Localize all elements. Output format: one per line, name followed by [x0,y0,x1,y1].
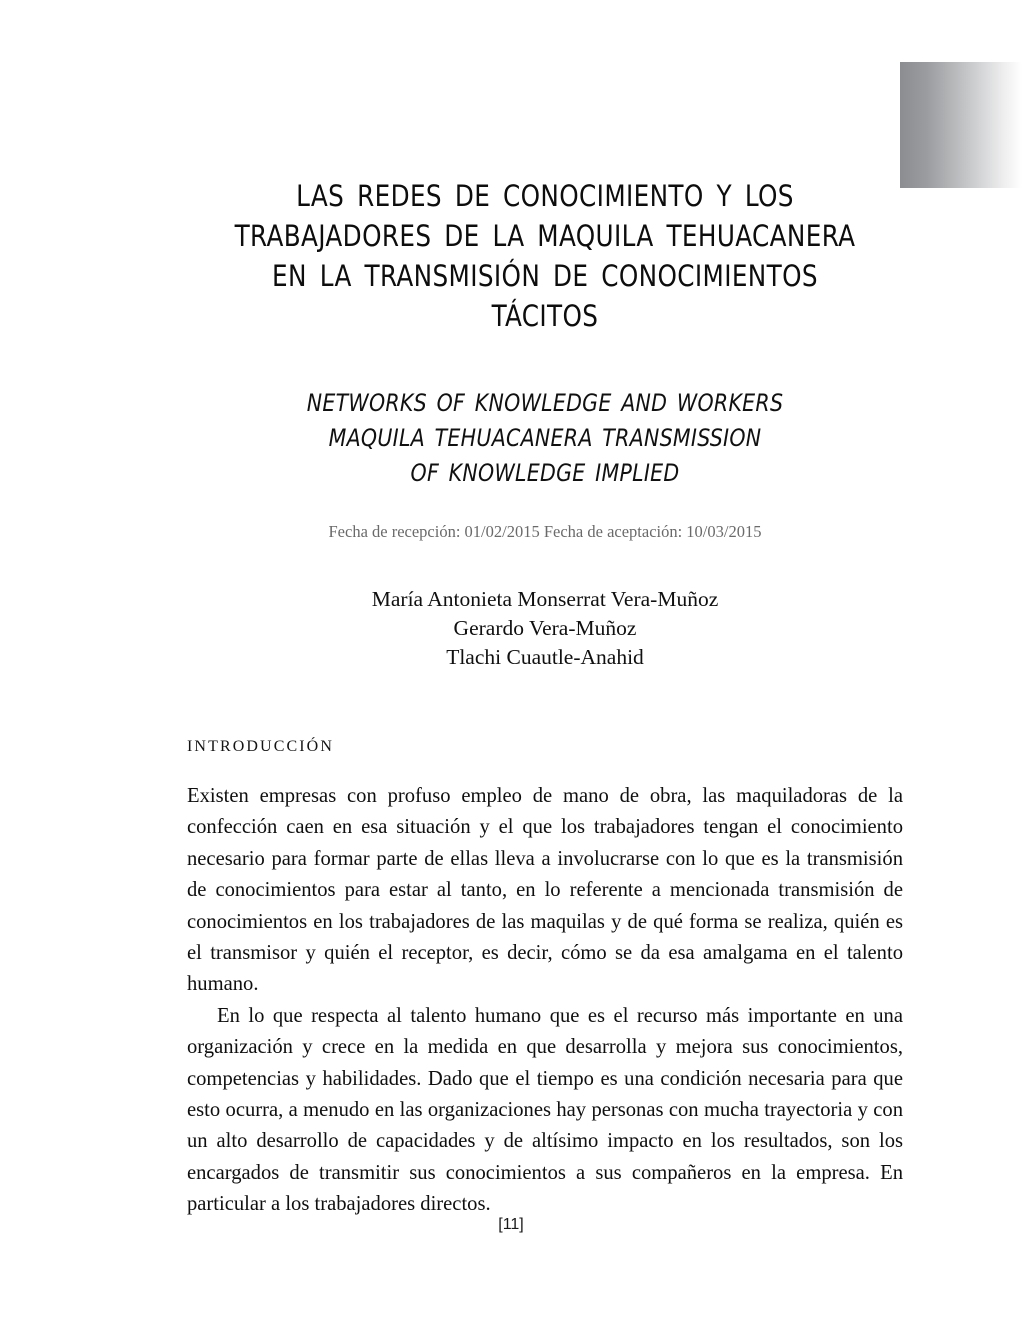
title-line-4: TÁCITOS [491,299,599,333]
subtitle-line-2: MAQUILA TEHUACANERA TRANSMISSION [328,424,762,452]
author-list [187,543,903,672]
page-subtitle-english [205,336,885,491]
paragraph: Existen empresas con profuso empleo de mano de obra, las maquiladoras de la confección caen en esa situación y el que los trabajadores tengan el conocimiento necesario para formar parte de ellas lleva a involucrarse con lo que es la transmisión de conocimientos para estar al tanto, en lo referente a mencionada transmisión de conocimientos en los trabajadores de las maquilas y de qué forma se realiza, quién es el transmisor y quién el receptor, es decir, cómo se da esa amalgama en el talento humano. [187,785,903,996]
reception-acceptance-dates: Fecha de recepción: 01/02/2015 Fecha de aceptación: 10/03/2015 [328,522,762,541]
paragraph: En lo que respecta al talento humano que es el recurso más importante en una organización y crece en la medida en que desarrolla y mejora sus conocimientos, competencias y habilidades. Dado que el tiempo es una condición necesaria para que esto ocurra, a menudo en las organizaciones hay personas con mucha trayectoria y con un alto desarrollo de capacidades y de altísimo impacto en los resultados, son los encargados de transmitir sus conocimientos a sus compañeros en la empresa. En particular a los trabajadores directos. [187,1004,903,1216]
author-name: Tlachi Cuautle-Anahid [446,645,644,669]
page-number: [11] [498,1216,524,1233]
page-content [187,0,903,1221]
title-line-1: LAS REDES DE CONOCIMIENTO Y LOS [296,179,794,213]
page-title [212,176,878,336]
title-block [187,0,903,543]
body-copy [187,758,903,1221]
author-name: Gerardo Vera-Muñoz [453,616,637,640]
subtitle-line-1: NETWORKS OF KNOWLEDGE AND WORKERS [306,389,784,417]
title-line-2: TRABAJADORES DE LA MAQUILA TEHUACANERA [234,219,856,253]
section-heading-introduccion: INTRODUCCIÓN [187,738,334,755]
subtitle-line-3: OF KNOWLEDGE IMPLIED [410,459,680,487]
corner-gradient-decoration [900,62,1022,188]
title-line-3: EN LA TRANSMISIÓN DE CONOCIMIENTOS [272,259,818,293]
author-name: María Antonieta Monserrat Vera-Muñoz [371,587,719,611]
